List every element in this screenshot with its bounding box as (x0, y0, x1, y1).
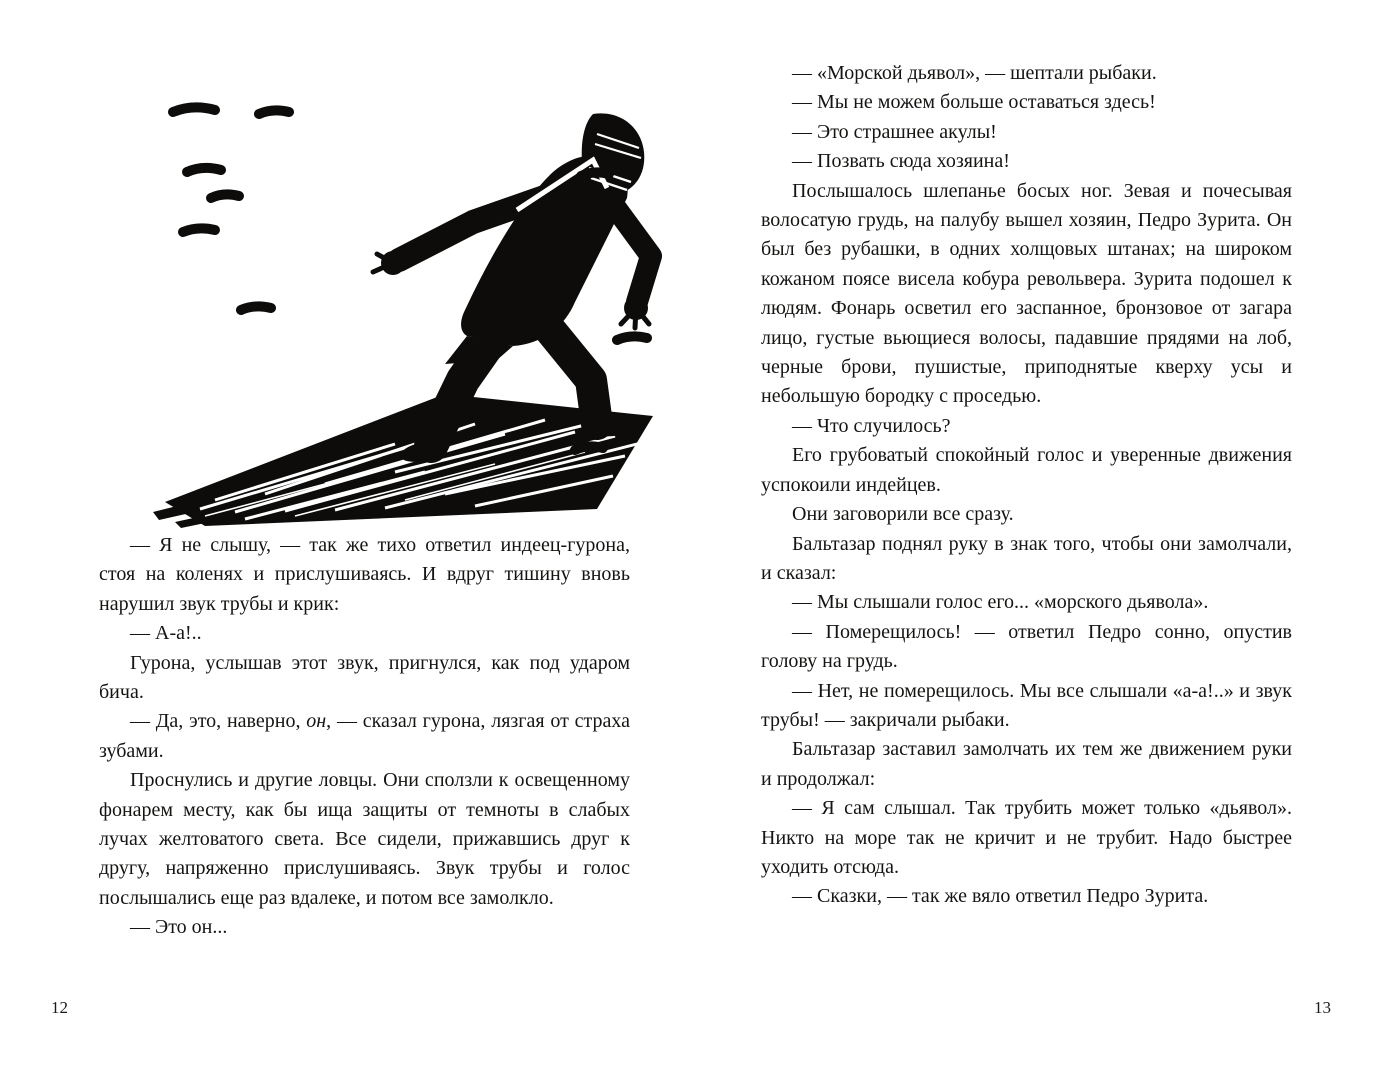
paragraph: — Мы не можем больше оставаться здесь! (792, 91, 1156, 114)
paragraph: — Это страшнее акулы! (792, 120, 997, 143)
paragraph: Проснулись и другие ловцы. Они сползли к освещенному фонарем месту, как бы ища защиты от темноты в слабых лучах желтоватого света. Все сидели, прижавшись друг к другу, напряженно прислушиваясь. Звук трубы и голос послышались еще раз вдалеке, и потом все замолкло. (99, 769, 630, 909)
book-illustration-silhouette-figure (145, 64, 701, 530)
paragraph: Бальтазар заставил замолчать их тем же движением руки и продолжал: (761, 738, 1292, 790)
paragraph-text: — Да, это, наверно, (130, 710, 307, 733)
paragraph: — Я сам слышал. Так трубить может только «дьявол». Никто на море так не кричит и не трубит. Надо быстрее уходить отсюда. (761, 797, 1292, 878)
silhouette-illustration (145, 64, 701, 530)
paragraph: — Сказки, — так же вяло ответил Педро Зурита. (792, 885, 1209, 908)
paragraph: Его грубоватый спокойный голос и уверенные движения успокоили индейцев. (761, 444, 1292, 496)
paragraph: — Нет, не померещилось. Мы все слышали «а-а!..» и звук трубы! — закричали рыбаки. (761, 679, 1292, 731)
paragraph: — Померещилось! — ответил Педро сонно, опустив голову на грудь. (761, 620, 1292, 673)
paragraph: Они заговорили все сразу. (792, 503, 1014, 526)
hatched-shadow (153, 394, 653, 528)
paragraph: — Это он... (130, 916, 228, 939)
paragraph: — «Морской дьявол», — шептали рыбаки. (792, 62, 1157, 84)
paragraph: — А-а!.. (130, 622, 202, 645)
paragraph: — Мы слышали голос его... «морского дьявола». (792, 591, 1209, 614)
paragraph: Послышалось шлепанье босых ног. Зевая и почесывая волосатую грудь, на палубу вышел хозяин, Педро Зурита. Он был без рубашки, в одних холщовых штанах; на широком кожаном поясе висела кобура револьвера. Зурита подошел к людям. Фонарь осветил его заспанное, бронзовое от загара лицо, густые вьющиеся волосы, падавшие прядями на лоб, черные брови, пушистые, приподнятые кверху усы и небольшую бородку с проседью. (761, 179, 1292, 408)
paragraph: — Позвать сюда хозяина! (792, 150, 1010, 173)
page-number-left: 12 (51, 998, 68, 1017)
paragraph-emphasis: он (306, 710, 327, 733)
paragraph: — Что случилось? (792, 414, 951, 437)
paragraph: Гурона, услышав этот звук, пригнулся, как под ударом бича. (99, 651, 630, 704)
page-left-text (99, 531, 630, 943)
page-number-right: 13 (1314, 998, 1331, 1017)
paragraph-text: , — сказал гурона, лязгая от страха зубами. (99, 710, 630, 762)
paragraph: Бальтазар поднял руку в знак того, чтобы они замолчали, и сказал: (761, 532, 1292, 584)
paragraph: — Я не слышу, — так же тихо ответил индеец-гурона, стоя на коленях и прислушиваясь. И вдруг тишину вновь нарушил звук трубы и крик: (99, 534, 630, 615)
paragraph (99, 707, 630, 766)
page-right-text (761, 59, 1292, 912)
